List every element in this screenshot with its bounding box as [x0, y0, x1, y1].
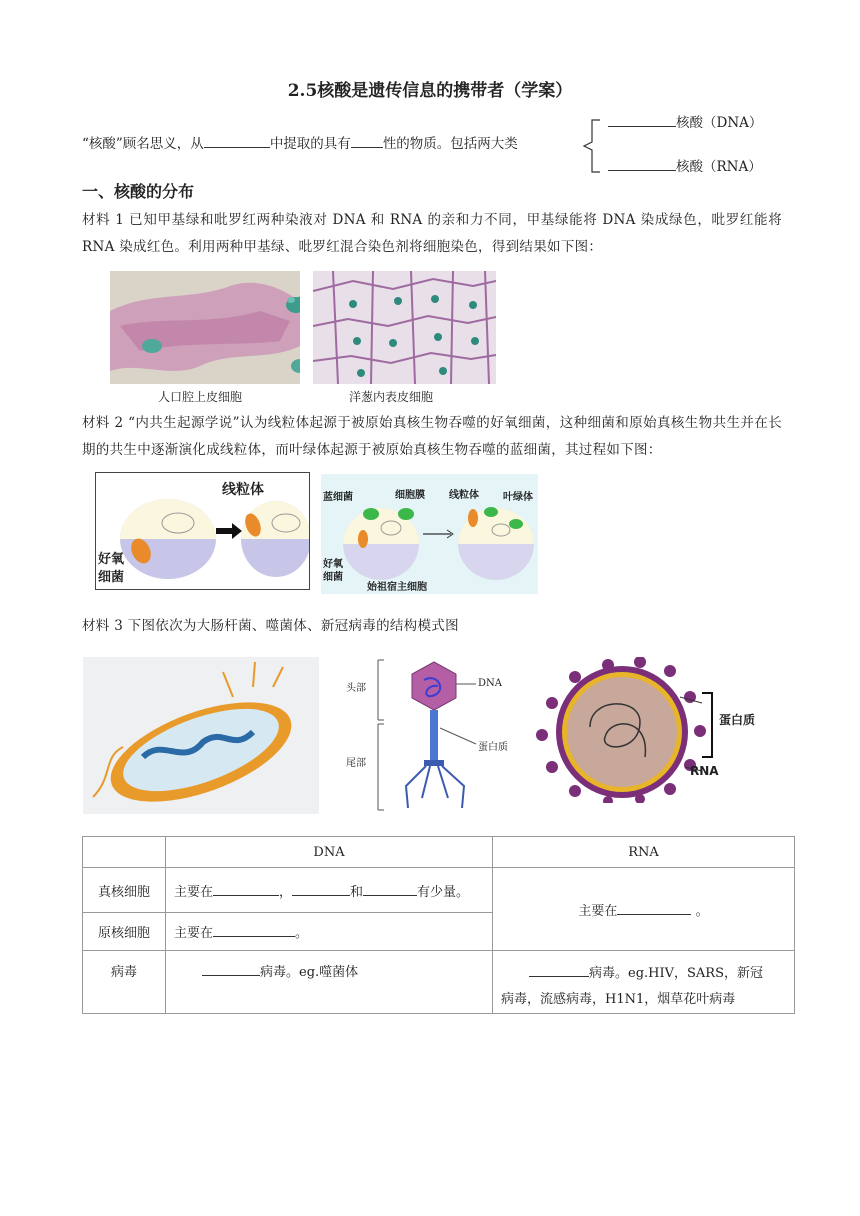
nucleic-acid-distribution-table [82, 836, 795, 1014]
table-row [83, 868, 795, 913]
row-label-eukaryote: 真核细胞 [83, 868, 166, 913]
intro-text-1: “核酸”顾名思义，从 [82, 136, 204, 152]
material-1: 材料 1 已知甲基绿和吡罗红两种染液对 DNA 和 RNA 的亲和力不同，甲基绿能将 DNA 染成绿色，吡罗红能将 RNA 染成红色。利用两种甲基绿、吡罗红混合染色剂将细胞染色，得到结果如下图： [82, 212, 782, 255]
blank[interactable] [529, 962, 589, 977]
blank[interactable] [292, 881, 350, 896]
material-3: 材料 3 下图依次为大肠杆菌、噬菌体、新冠病毒的结构模式图 [82, 618, 459, 634]
header-cell-dna: DNA [166, 837, 493, 868]
intro-text-2: 中提取的具有 [269, 136, 351, 152]
cell-rna-location [493, 868, 795, 951]
endosymbiosis-mitochondria-figure [95, 472, 310, 590]
cell-text: 病毒。eg.HIV，SARS，新冠 [589, 966, 763, 981]
ecoli-structure-diagram [83, 657, 319, 814]
label-head: 头部 [346, 683, 366, 694]
label-protein: 蛋白质 [478, 742, 508, 753]
cell-text: 主要在 [578, 903, 618, 919]
cell-text: 主要在 [174, 884, 214, 900]
header-cell-rna: RNA [493, 837, 795, 868]
cell-text: ， [279, 884, 293, 900]
blank[interactable] [204, 133, 270, 148]
row-label-prokaryote: 原核细胞 [83, 913, 166, 951]
cell-text: 病毒。eg.噬菌体 [260, 965, 359, 980]
cell-text: 主要在 [174, 926, 214, 941]
label-virus-protein: 蛋白质 [719, 713, 756, 727]
intro-branch-dna [608, 111, 762, 131]
cheek-cell-micrograph [110, 271, 300, 384]
blank[interactable] [617, 900, 691, 915]
cell-text: 。 [691, 903, 709, 919]
label-chloroplast: 叶绿体 [503, 492, 533, 503]
page-title: 2.5核酸是遗传信息的携带者（学案） [287, 81, 573, 101]
blank[interactable] [363, 881, 417, 896]
intro-sentence [82, 132, 518, 152]
header-cell-empty [83, 837, 166, 868]
eukaryote-dna-cell [166, 868, 493, 913]
branch-rna-label: 核酸（RNA） [676, 159, 762, 175]
table-header-row [83, 837, 795, 868]
blank[interactable] [213, 881, 279, 896]
blank[interactable] [351, 133, 383, 148]
cell-text: 和 [350, 884, 364, 900]
branch-dna-label: 核酸（DNA） [676, 115, 763, 131]
label-tail: 尾部 [346, 758, 366, 769]
intro-branch-rna [608, 155, 762, 175]
label-cyanobacteria: 蓝细菌 [323, 492, 353, 503]
onion-cell-micrograph [313, 271, 496, 384]
blank[interactable] [213, 922, 295, 937]
label-mitochondria: 线粒体 [449, 490, 479, 501]
endosymbiosis-chloroplast-figure [321, 474, 538, 594]
virus-rna-cell [493, 951, 795, 1014]
label-aerobic-bacteria: 好氧 细菌 [323, 559, 343, 583]
caption-onion: 洋葱内表皮细胞 [349, 390, 434, 404]
virus-dna-cell [166, 951, 493, 1014]
prokaryote-dna-cell [166, 913, 493, 951]
table-row [83, 951, 795, 1014]
intro-text-3: 性的物质。包括两大类 [382, 136, 518, 152]
label-host-cell: 始祖宿主细胞 [367, 582, 427, 593]
label-cell-membrane: 细胞膜 [395, 490, 425, 501]
brace-icon [582, 116, 604, 176]
row-label-virus: 病毒 [83, 951, 166, 1014]
blank[interactable] [608, 112, 676, 127]
label-virus-rna: RNA [690, 764, 719, 778]
label-aerobic-bacteria: 好氧 细菌 [98, 552, 125, 585]
blank[interactable] [608, 156, 676, 171]
cell-text: 。 [295, 926, 309, 941]
coronavirus-structure-diagram [530, 657, 770, 803]
cell-text: 病毒，流感病毒，H1N1，烟草花叶病毒 [501, 992, 736, 1007]
cell-text: 有少量。 [417, 884, 470, 900]
material-2: 材料 2 “内共生起源学说”认为线粒体起源于被原始真核生物吞噬的好氧细菌，这种细菌和原始真核生物共生并在长期的共生中逐渐演化成线粒体，而叶绿体起源于被原始真核生物吞噬的蓝细菌，其过程如下图： [82, 415, 782, 458]
caption-cheek: 人口腔上皮细胞 [158, 390, 243, 404]
label-mitochondria: 线粒体 [222, 482, 264, 498]
section-heading: 一、核酸的分布 [82, 182, 195, 201]
blank[interactable] [202, 961, 260, 976]
label-dna: DNA [478, 678, 502, 689]
